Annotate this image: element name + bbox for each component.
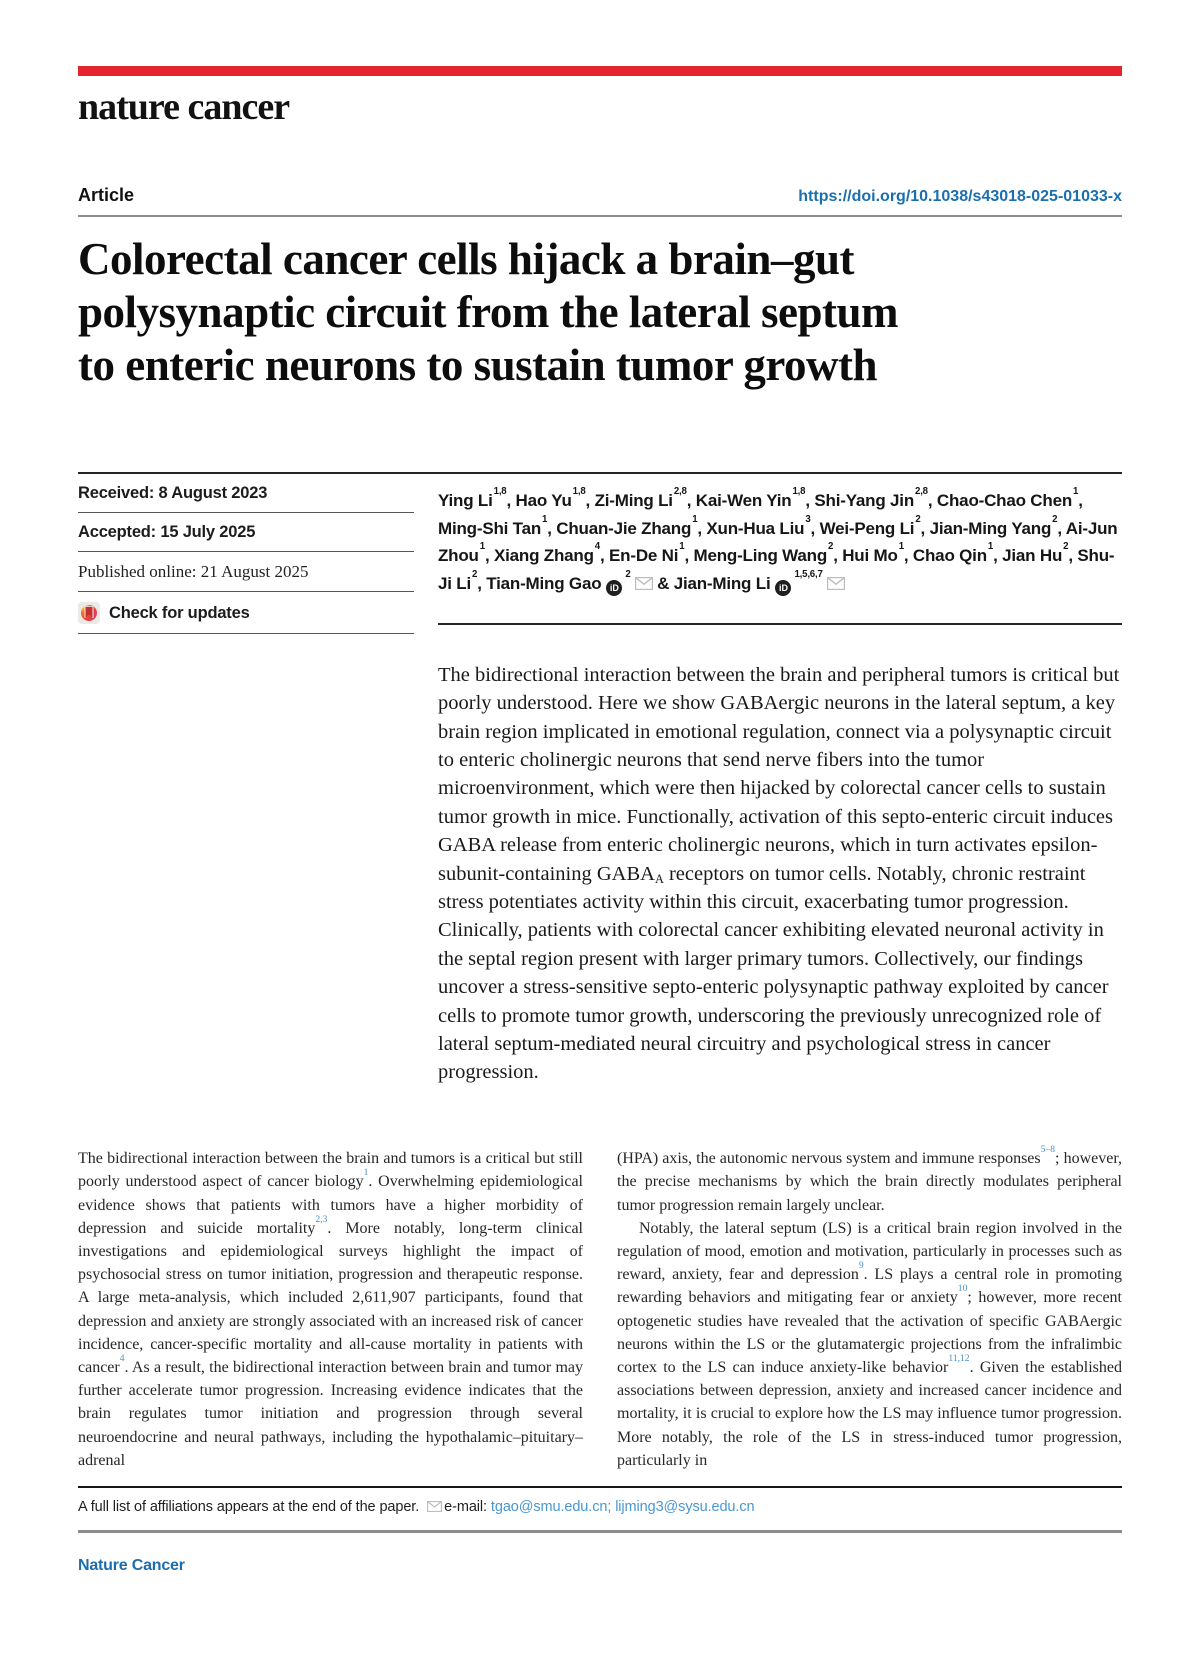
received-date: Received: 8 August 2023 [78,474,414,513]
article-type-label: Article [78,185,135,205]
abstract-text: The bidirectional interaction between the brain and peripheral tumors is critical but poorly understood. Here we show GABAergic neurons in the lateral septum, a key brain region implicated in emotional regulation, connect via a polysynaptic circuit to enteric cholinergic neurons that send nerve fibers into the tumor microenvironment, which were then hijacked by colorectal cancer cells to sustain tumor growth in mice. Functionally, activation of this septo-enteric circuit induces GABA release from enteric cholinergic neurons, which in turn activates epsilon-subunit-containing GABAA receptors on tumor cells. Notably, chronic restraint stress potentiates activity within this circuit, exacerbating tumor progression. Clinically, patients with colorectal cancer exhibiting elevated neuronal activity in the septal region present with larger primary tumors. Collectively, our findings uncover a stress-sensitive septo-enteric polysynaptic pathway exploited by cancer cells to promote tumor growth, underscoring the previously unrecognized role of lateral septum-mediated neural circuitry and psychological stress in cancer progression. [438,663,1120,1084]
title-line-2: polysynaptic circuit from the lateral septum [78,287,898,338]
email-icon[interactable] [827,577,845,590]
doi-link[interactable]: https://doi.org/10.1038/s43018-025-01033-x [798,188,1122,205]
author: Chao Qin$^1$, [912,541,1003,566]
title-line-1: Colorectal cancer cells hijack a brain–gut [78,234,854,284]
author: Ying Li$^{1,8}$, [438,486,516,511]
email-separator: ; [607,1498,616,1515]
check-for-updates-label: Check for updates [109,603,250,622]
author: Zi-Ming Li$^{2,8}$, [594,486,696,511]
email-link-1[interactable]: tgao@smu.edu.cn [490,1498,608,1515]
authors-and-abstract [438,474,1122,1107]
intro-paragraph: (HPA) axis, the autonomic nervous system and immune responses$^{5-8}$; however, the precise mechanisms by which the brain directly modulates peripheral tumor progression remain largely unclear. [617,1144,1123,1214]
author: Hui Mo$^1$, [842,541,913,566]
reference-superscript [1041,1144,1055,1155]
intro-column-left [78,1147,583,1472]
intro-paragraph: The bidirectional interaction between the brain and tumors is a critical but still poorly understood aspect of cancer biology$^1$. Overwhelming epidemiological evidence shows that patients with tumors have a higher morbidity of depression and suicide mortality$^{2,3}$. More notably, long-term clinical investigations and epidemiological surveys highlight the impact of psychosocial stress on tumor initiation, progression and therapeutic response. A large meta-analysis, which included 2,611,907 participants, found that depression and anxiety are strongly associated with an increased risk of cancer incidence, cancer-specific mortality and all-cause mortality in patients with cancer$^4$. As a result, the bidirectional interaction between brain and tumor may further accelerate tumor progression. Increasing evidence indicates that the brain regulates tumor initiation and progression through several neuroendocrine and neural pathways, including the hypothalamic–pituitary–adrenal [78,1150,583,1469]
author: Shu-Ji Li$^2$, [438,546,1115,593]
author-corresponding: Jian-Ming Li iD$^{1,5,6,7}$ [674,574,845,593]
bottom-divider [78,1530,1122,1533]
ref-link[interactable]: 2,3 [315,1213,328,1225]
title-line-3: to enteric neurons to sustain tumor growth [78,340,877,391]
accepted-date: Accepted: 15 July 2025 [78,513,414,552]
ref-link[interactable]: 1 [363,1167,369,1179]
article-history [78,474,414,1107]
gaba-subscript: A [654,872,664,887]
orcid-icon[interactable]: iD [606,580,622,596]
journal-logo: nature cancer [78,86,290,128]
abstract-section [438,623,1122,1086]
reference-superscript [948,1353,969,1364]
crossmark-icon [78,602,100,624]
author: Jian Hu$^2$, [1002,541,1078,566]
author: Ai-Jun Zhou$^1$, [438,518,1118,566]
orcid-icon[interactable]: iD [775,580,791,596]
ref-link[interactable]: 11,12 [948,1352,970,1364]
info-section [78,474,1122,1107]
published-date: Published online: 21 August 2025 [78,552,414,592]
author: Meng-Ling Wang$^2$, [693,541,843,566]
author: Jian-Ming Yang$^2$, [929,513,1066,538]
ref-link[interactable]: 4 [119,1352,125,1364]
reference-superscript [120,1353,125,1364]
reference-superscript [364,1167,369,1178]
author: En-De Ni$^1$, [609,541,694,566]
author-corresponding: Tian-Ming Gao $iD^2$ & [486,574,673,593]
reference-superscript [958,1283,968,1294]
author: Chuan-Jie Zhang$^1$, [556,513,707,538]
masthead-red-bar [78,66,1122,76]
author: Hao Yu$^{1,8}$, [515,486,595,511]
check-for-updates-button[interactable] [78,592,414,634]
ref-link[interactable]: 10 [957,1283,968,1295]
author: Kai-Wen Yin$^{1,8}$, [695,486,815,511]
email-icon [427,1501,442,1512]
article-header-row [78,185,1122,217]
reference-superscript [859,1260,864,1271]
author: Ming-Shi Tan$^1$, [438,513,557,538]
author: Shi-Yang Jin$^{2,8}$, [814,486,937,511]
journal-name-footer[interactable]: Nature Cancer [78,1556,185,1574]
intro-column-right [617,1144,1123,1472]
intro-paragraph: Notably, the lateral septum (LS) is a critical brain region involved in the regulation of mood, emotion and motivation, particularly in processes such as reward, anxiety, fear and depression$^9$. LS plays a central role in promoting rewarding behaviors and mitigating fear or anxiety$^{10}$; however, more recent optogenetic studies have revealed that the activation of specific GABAergic neurons within the LS or the glutamatergic projections from the infralimbic cortex to the LS can induce anxiety-like behavior$^{11,12}$. Given the established associations between depression, anxiety and increased cancer incidence and mortality, it is crucial to explore how the LS may influence tumor progression. More notably, the role of the LS in stress-induced tumor progression, particularly in [617,1219,1122,1469]
email-label: e-mail: [444,1498,487,1515]
affiliations-text: A full list of affiliations appears at the end of the paper. [78,1498,420,1515]
reference-superscript [315,1214,327,1225]
article-page [0,66,1200,1575]
author: Xiang Zhang$^4$, [493,541,610,566]
introduction-text [78,1144,1123,1472]
email-link-2[interactable]: lijming3@sysu.edu.cn [615,1498,755,1515]
author: Wei-Peng Li$^2$, [819,513,930,538]
author: Chao-Chao Chen$^1$, [936,486,1083,511]
author: Xun-Hua Liu$^3$, [706,513,820,538]
article-title [78,233,1122,392]
ref-link[interactable]: 9 [858,1260,864,1272]
affiliations-note [78,1488,1122,1530]
author-list [438,487,1122,597]
ref-link[interactable]: 5–8 [1040,1144,1056,1156]
email-icon[interactable] [635,577,653,590]
